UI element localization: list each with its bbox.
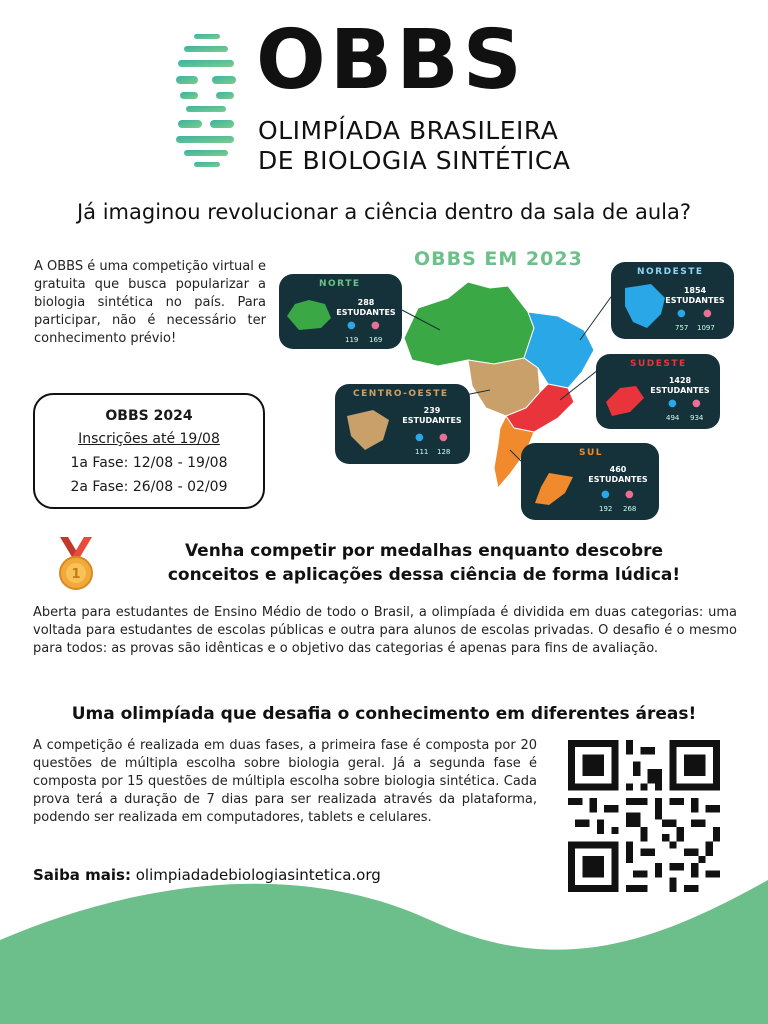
medal-icon	[56, 537, 96, 593]
male-icon: ●	[601, 489, 610, 500]
svg-text:1: 1	[71, 567, 81, 582]
section1-title-line1: Venha competir por medalhas enquanto descobre	[184, 541, 664, 561]
logo-title: OBBS	[256, 13, 526, 108]
male-icon: ●	[677, 308, 686, 319]
sul-map-shape	[529, 469, 579, 511]
male-count: 192	[599, 505, 613, 513]
region-card-sul	[521, 443, 659, 520]
region-count: 288 ESTUDANTES	[336, 298, 396, 317]
region-name: CENTRO-OESTE	[353, 389, 449, 399]
female-count: 934	[690, 414, 704, 422]
female-count: 268	[623, 505, 637, 513]
female-icon: ●	[703, 308, 712, 319]
section1-text: Aberta para estudantes de Ensino Médio de todo o Brasil, a olimpíada é dividida em duas categorias: uma voltada para estudantes de escolas públicas e outra para alunos de escolas privadas. O desafio é o mesmo para todos: as provas são idênticas e o objetivo das categorias é apenas para fins de avaliação.	[33, 605, 737, 656]
female-count: 169	[369, 336, 383, 344]
logo-subtitle	[258, 116, 570, 176]
headline: Já imaginou revolucionar a ciência dentro da sala de aula?	[76, 200, 691, 224]
norte-map-shape	[285, 296, 333, 334]
logo-subtitle-line2: DE BIOLOGIA SINTÉTICA	[258, 146, 571, 175]
section2-text: A competição é realizada em duas fases, a primeira fase é composta por 20 questões de múltipla escolha sobre biologia geral. Já a segunda fase é composta por 15 questões de múltipla escolha sobre biologia sintética. Cada prova terá a duração de 7 dias para ser realizada através da plataforma, podendo ser realizada em computadores, tablets e celulares.	[33, 738, 537, 825]
female-count: 1097	[697, 324, 715, 332]
registration-date: Inscrições até 19/08	[78, 431, 220, 447]
region-name: SUDESTE	[630, 359, 687, 369]
region-name: NORDESTE	[637, 267, 704, 277]
dates-box	[33, 393, 265, 509]
website-link[interactable]: olimpiadadebiologiasintetica.org	[135, 866, 381, 884]
region-card-nordeste	[611, 262, 734, 339]
region-name: NORTE	[319, 279, 361, 289]
region-card-centro-oeste	[335, 384, 470, 464]
region-count: 1428 ESTUDANTES	[650, 376, 710, 395]
region-name: SUL	[579, 448, 604, 458]
female-icon: ●	[439, 432, 448, 443]
female-count: 128	[437, 448, 451, 456]
female-icon: ●	[692, 398, 701, 409]
dates-title: OBBS 2024	[105, 408, 193, 424]
map-title: OBBS EM 2023	[414, 248, 583, 270]
nordeste-map-shape	[621, 282, 667, 332]
male-count: 494	[666, 414, 680, 422]
male-count: 111	[415, 448, 429, 456]
centro-oeste-map-shape	[343, 406, 393, 454]
section1-title-line2: conceitos e aplicações dessa ciência de forma lúdica!	[167, 565, 681, 585]
intro-text: A OBBS é uma competição virtual e gratuita que busca popularizar a biologia sintética no país. Para participar, não é necessário ter conhecimento prévio!	[34, 259, 267, 346]
female-icon: ●	[625, 489, 634, 500]
male-count: 757	[675, 324, 689, 332]
male-icon: ●	[347, 320, 356, 331]
male-icon: ●	[668, 398, 677, 409]
section2-title: Uma olimpíada que desafia o conhecimento em diferentes áreas!	[71, 704, 697, 724]
male-icon: ●	[415, 432, 424, 443]
region-card-sudeste	[596, 354, 720, 429]
dna-logo-icon	[176, 34, 236, 168]
region-count: 239 ESTUDANTES	[402, 406, 462, 425]
region-card-norte	[279, 274, 402, 349]
male-count: 119	[345, 336, 359, 344]
sudeste-map-shape	[602, 382, 646, 420]
region-count: 1854 ESTUDANTES	[665, 286, 725, 305]
bottom-wave	[0, 870, 768, 1024]
phase2-date: 2a Fase: 26/08 - 02/09	[70, 479, 228, 495]
section1-title	[110, 539, 738, 587]
female-icon: ●	[371, 320, 380, 331]
phase1-date: 1a Fase: 12/08 - 19/08	[70, 455, 228, 471]
region-count: 460 ESTUDANTES	[588, 465, 648, 484]
saiba-mais-label: Saiba mais:	[33, 866, 131, 884]
logo-subtitle-line1: OLIMPÍADA BRASILEIRA	[258, 116, 559, 145]
